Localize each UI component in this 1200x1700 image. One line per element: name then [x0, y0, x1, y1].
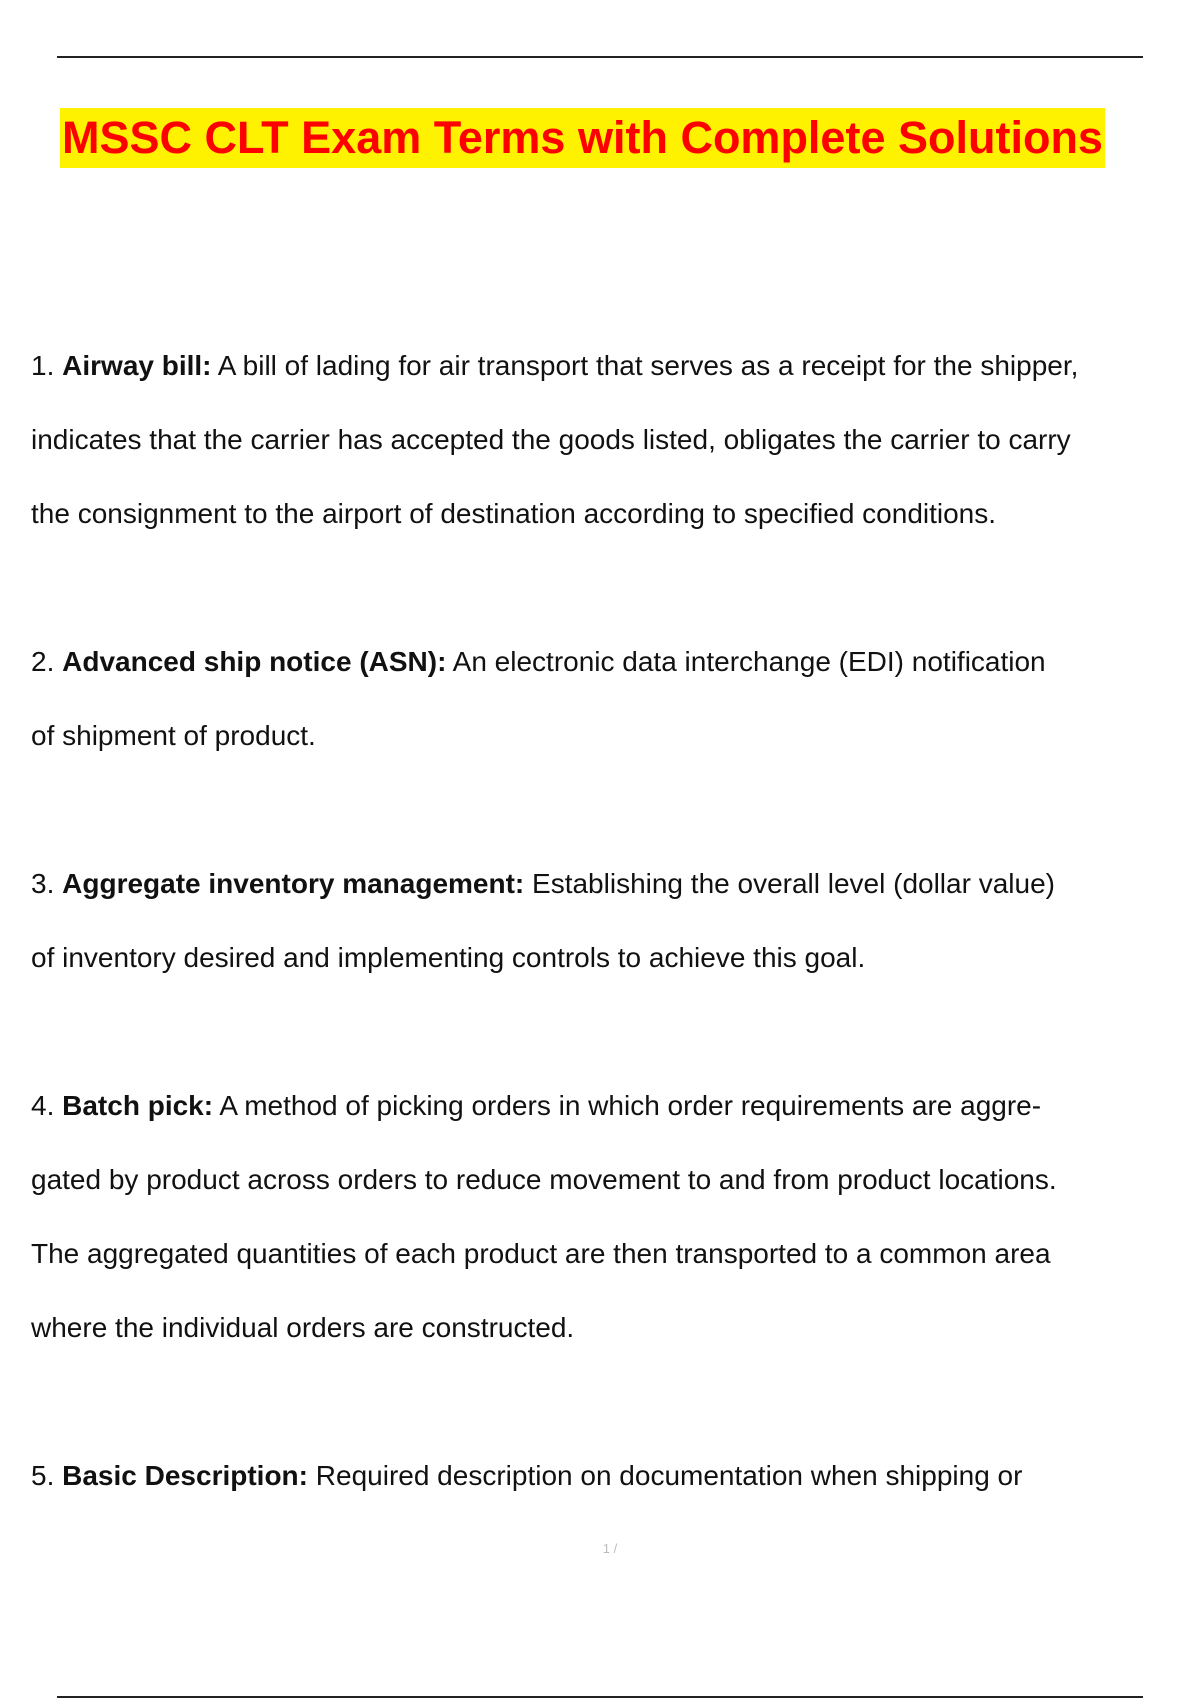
term-number: 2. — [31, 646, 55, 677]
page-title: MSSC CLT Exam Terms with Complete Solutions — [60, 108, 1105, 168]
term-label: Airway bill: — [62, 350, 212, 381]
page-number: 1 / — [602, 1541, 618, 1556]
bottom-rule — [57, 1696, 1143, 1698]
term-item — [31, 639, 1200, 787]
term-line — [31, 1083, 1200, 1157]
term-line — [31, 639, 1200, 713]
term-line — [31, 861, 1200, 935]
term-text: A method of picking orders in which order requirements are aggre- — [213, 1090, 1042, 1121]
title-block — [60, 108, 1178, 168]
term-item — [31, 861, 1200, 1009]
term-number: 5. — [31, 1460, 55, 1491]
term-line: of shipment of product. — [31, 720, 316, 751]
term-line — [31, 343, 1200, 417]
term-item — [31, 1453, 1200, 1518]
term-line: of inventory desired and implementing controls to achieve this goal. — [31, 942, 866, 973]
term-line: indicates that the carrier has accepted the goods listed, obligates the carrier to carry — [31, 424, 1071, 455]
terms-list — [31, 343, 1200, 1518]
term-line: The aggregated quantities of each product are then transported to a common area — [31, 1238, 1051, 1269]
term-item — [31, 343, 1200, 565]
term-text: An electronic data interchange (EDI) notification — [446, 646, 1046, 677]
term-line — [31, 1453, 1200, 1518]
top-rule — [57, 56, 1143, 58]
term-label: Basic Description: — [62, 1460, 308, 1491]
term-text: Required description on documentation when shipping or — [308, 1460, 1023, 1491]
term-line: the consignment to the airport of destination according to specified conditions. — [31, 498, 997, 529]
term-label: Aggregate inventory management: — [62, 868, 525, 899]
term-number: 1. — [31, 350, 55, 381]
term-label: Advanced ship notice (ASN): — [62, 646, 447, 677]
term-item — [31, 1083, 1200, 1379]
term-label: Batch pick: — [62, 1090, 214, 1121]
term-line: where the individual orders are constructed. — [31, 1312, 575, 1343]
term-text: A bill of lading for air transport that serves as a receipt for the shipper, — [211, 350, 1079, 381]
term-number: 3. — [31, 868, 55, 899]
term-number: 4. — [31, 1090, 55, 1121]
term-text: Establishing the overall level (dollar value) — [524, 868, 1055, 899]
term-line: gated by product across orders to reduce movement to and from product locations. — [31, 1164, 1057, 1195]
